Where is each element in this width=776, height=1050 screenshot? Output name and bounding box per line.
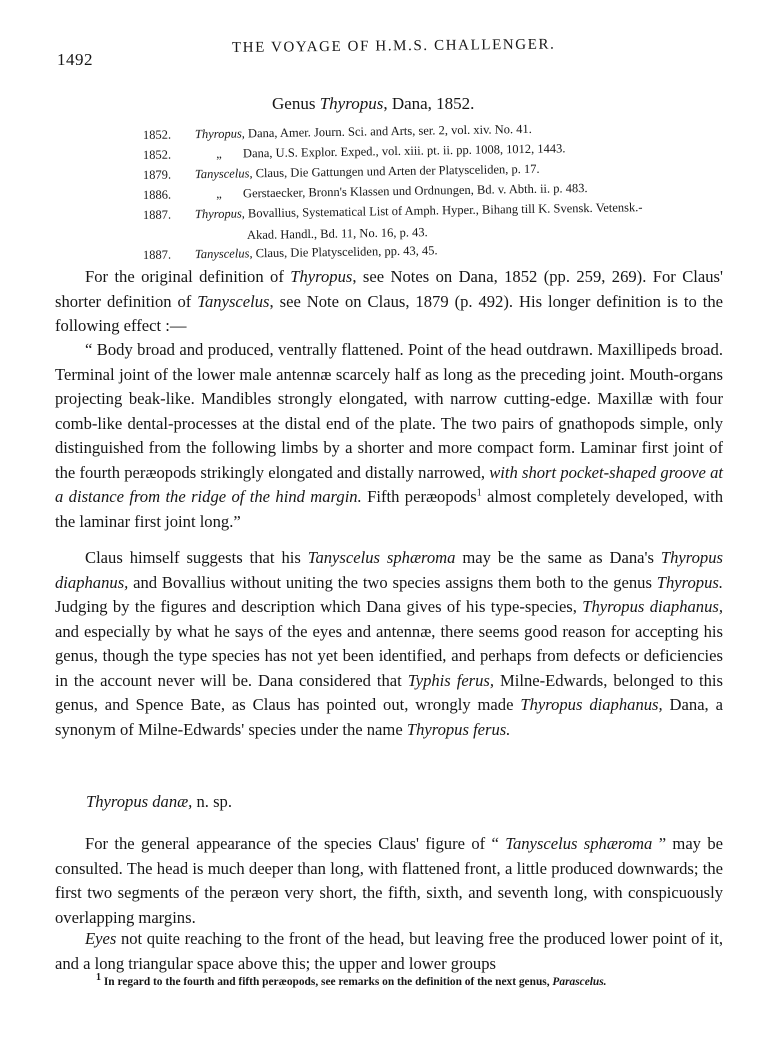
running-head: THE VOYAGE OF H.M.S. CHALLENGER. — [231, 36, 556, 56]
page-number: 1492 — [57, 50, 93, 69]
species-heading: Thyropus danæ, n. sp. — [86, 792, 232, 811]
synonymy-line: 1852. Thyropus, Dana, Amer. Journ. Sci. and Arts, ser. 2, vol. xiv. No. 41. — [142, 121, 532, 142]
synonymy-line: 1887. Tanyscelus, Claus, Die Platysceliden, pp. 43, 45. — [142, 243, 438, 262]
paragraph-eyes: Eyes not quite reaching to the front of the head, but leaving free the produced lower point of it, and a long triangular space above this; the upper and lower groups — [55, 929, 723, 973]
synonymy-line: Akad. Handl., Bd. 11, No. 16, p. 43. — [246, 225, 428, 242]
paragraph-discussion: Claus himself suggests that his Tanyscelus sphæroma may be the same as Dana's Thyropus diaphanus, and Bovallius without uniting the two species assigns them both to the genus Thyropus. Judging by the figures and description which Dana gives of his type-species, Thyropus diaphanus, and especially by what he says of the eyes and antennæ, there seems good reason for accepting his genus, though the type species has not yet been identified, and perhaps from defects or deficiencies in the account never will be. Dana considered that Typhis ferus, Milne-Edwards, belonged to this genus, and Spence Bate, as Claus has pointed out, wrongly made Thyropus diaphanus, Dana, a synonym of Milne-Edwards' species under the name Thyropus ferus. — [55, 548, 723, 739]
genus-heading: Genus Thyropus, Dana, 1852. — [272, 94, 475, 113]
synonymy-line: 1887. Thyropus, Bovallius, Systematical List of Amph. Hyper., Bihang till K. Svensk. Vetensk.- — [142, 200, 643, 222]
synonymy-line: 1879. Tanyscelus, Claus, Die Gattungen und Arten der Platysceliden, p. 17. — [142, 161, 540, 182]
footnote: $^1$ In regard to the fourth and fifth peræopods, see remarks on the definition of the next genus, Parascelus. — [96, 972, 607, 988]
paragraph-species-description: For the general appearance of the species Claus' figure of “ Tanyscelus sphæroma ” may be consulted. The head is much deeper than long, with flattened front, a little produced downwards; the first two segments of the peræon very short, the fifth, sixth, and seventh long, with conspicuously overlapping margins. — [55, 834, 723, 927]
footnote-reference: 1 — [476, 487, 482, 499]
paragraph-claus-definition: “ Body broad and produced, ventrally flattened. Point of the head outdrawn. Maxillipeds broad. Terminal joint of the lower male antennæ scarcely half as long as the preceding joint. Mouth-organs projecting beak-like. Mandibles strongly elongated, with narrow cutting-edge. Maxillæ with four comb-like dental-processes at the distal end of the plate. The two pairs of gnathopods simple, only distinguished from the following limbs by a shorter and more compact form. Laminar first joint of the fourth peræopods strikingly elongated and distally narrowed, with short pocket-shaped groove at a distance from the ridge of the hind margin. Fifth peræopods$^1$ almost completely developed, with the laminar first joint long.” — [55, 340, 723, 531]
paragraph-definitions: For the original definition of Thyropus, see Notes on Dana, 1852 (pp. 259, 269). For Claus' shorter definition of Tanyscelus, see Note on Claus, 1879 (p. 492). His longer definition is to the following effect :— — [55, 267, 723, 335]
synonymy-line: 1886. „ Gerstaecker, Bronn's Klassen und Ordnungen, Bd. v. Abth. ii. p. 483. — [142, 181, 588, 202]
synonymy-line: 1852. „ Dana, U.S. Explor. Exped., vol. xiii. pt. ii. pp. 1008, 1012, 1443. — [142, 141, 566, 162]
